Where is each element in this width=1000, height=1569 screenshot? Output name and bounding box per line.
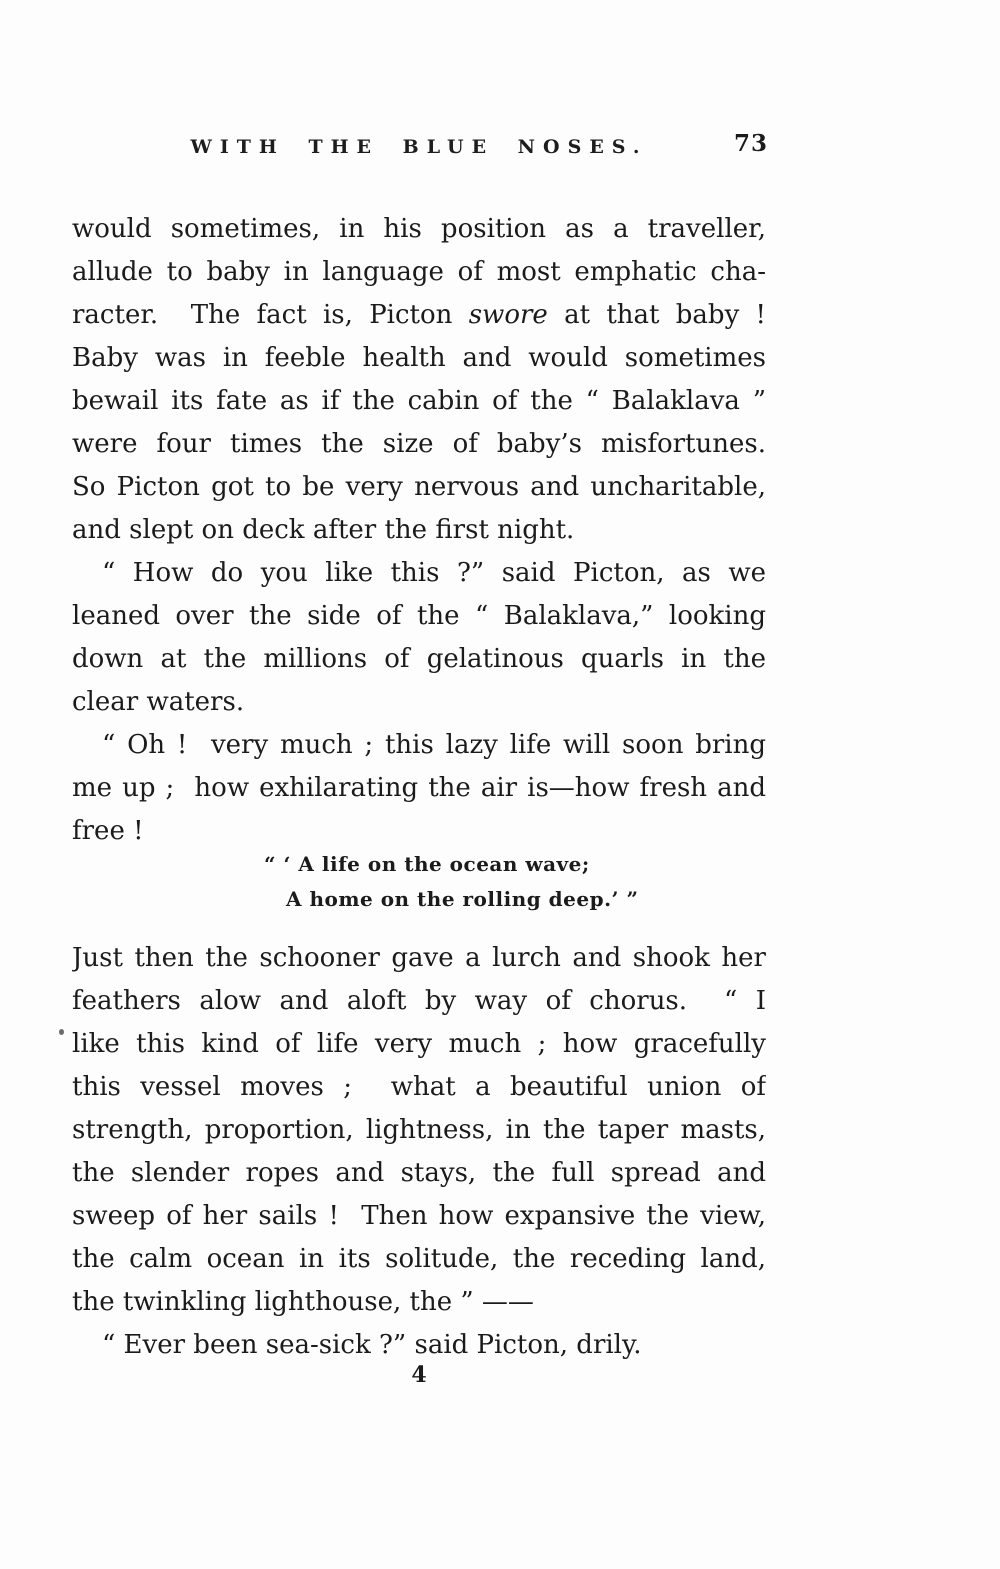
- scan-artifact-dot: [59, 1029, 64, 1035]
- text-line: leaned over the side of the “ Balaklava,” looking: [72, 601, 766, 631]
- text-line: Just then the schooner gave a lurch and shook her: [72, 943, 766, 973]
- text-line: “ Ever been sea-sick ?” said Picton, drily.: [102, 1330, 642, 1360]
- text-line: would sometimes, in his position as a traveller,: [72, 214, 766, 244]
- text-line: the calm ocean in its solitude, the receding land,: [72, 1244, 766, 1274]
- text-line: racter. The fact is, Picton swore at that baby !: [72, 300, 766, 330]
- text-line: me up ; how exhilarating the air is—how fresh and: [72, 773, 766, 803]
- text-line: strength, proportion, lightness, in the taper masts,: [72, 1115, 766, 1145]
- text-line: allude to baby in language of most emphatic cha-: [72, 257, 766, 287]
- text-line: the twinkling lighthouse, the ” ——: [72, 1287, 534, 1317]
- running-header-title: WITH THE BLUE NOSES.: [190, 136, 648, 158]
- text-line: Baby was in feeble health and would sometimes: [72, 343, 766, 373]
- text-line: “ Oh ! very much ; this lazy life will soon bring: [102, 730, 766, 760]
- text-line: the slender ropes and stays, the full spread and: [72, 1158, 766, 1188]
- text-line: bewail its fate as if the cabin of the “ Balaklava ”: [72, 386, 766, 416]
- body-text: [72, 208, 766, 1367]
- page-number: 73: [733, 130, 768, 157]
- text-line: down at the millions of gelatinous quarls in the: [72, 644, 766, 674]
- verse-line: “ ‘ A life on the ocean wave;: [264, 852, 590, 876]
- text-line: “ How do you like this ?” said Picton, as we: [102, 558, 766, 588]
- signature-mark: 4: [411, 1362, 427, 1388]
- verse-quote: [72, 847, 766, 917]
- paragraph-block: [72, 208, 766, 853]
- text-line: feathers alow and aloft by way of chorus. “ I: [72, 986, 766, 1016]
- text-line: So Picton got to be very nervous and uncharitable,: [72, 472, 766, 502]
- running-header: [72, 130, 768, 170]
- text-line: like this kind of life very much ; how gracefully: [72, 1029, 766, 1059]
- verse-line: A home on the rolling deep.’ ”: [286, 887, 639, 911]
- text-line: were four times the size of baby’s misfortunes.: [72, 429, 766, 459]
- text-line: this vessel moves ; what a beautiful union of: [72, 1072, 766, 1102]
- text-line: clear waters.: [72, 687, 245, 717]
- text-line: and slept on deck after the first night.: [72, 515, 575, 545]
- paragraph-block: [72, 937, 766, 1367]
- text-line: sweep of her sails ! Then how expansive the view,: [72, 1201, 766, 1231]
- text-line: free !: [72, 816, 144, 846]
